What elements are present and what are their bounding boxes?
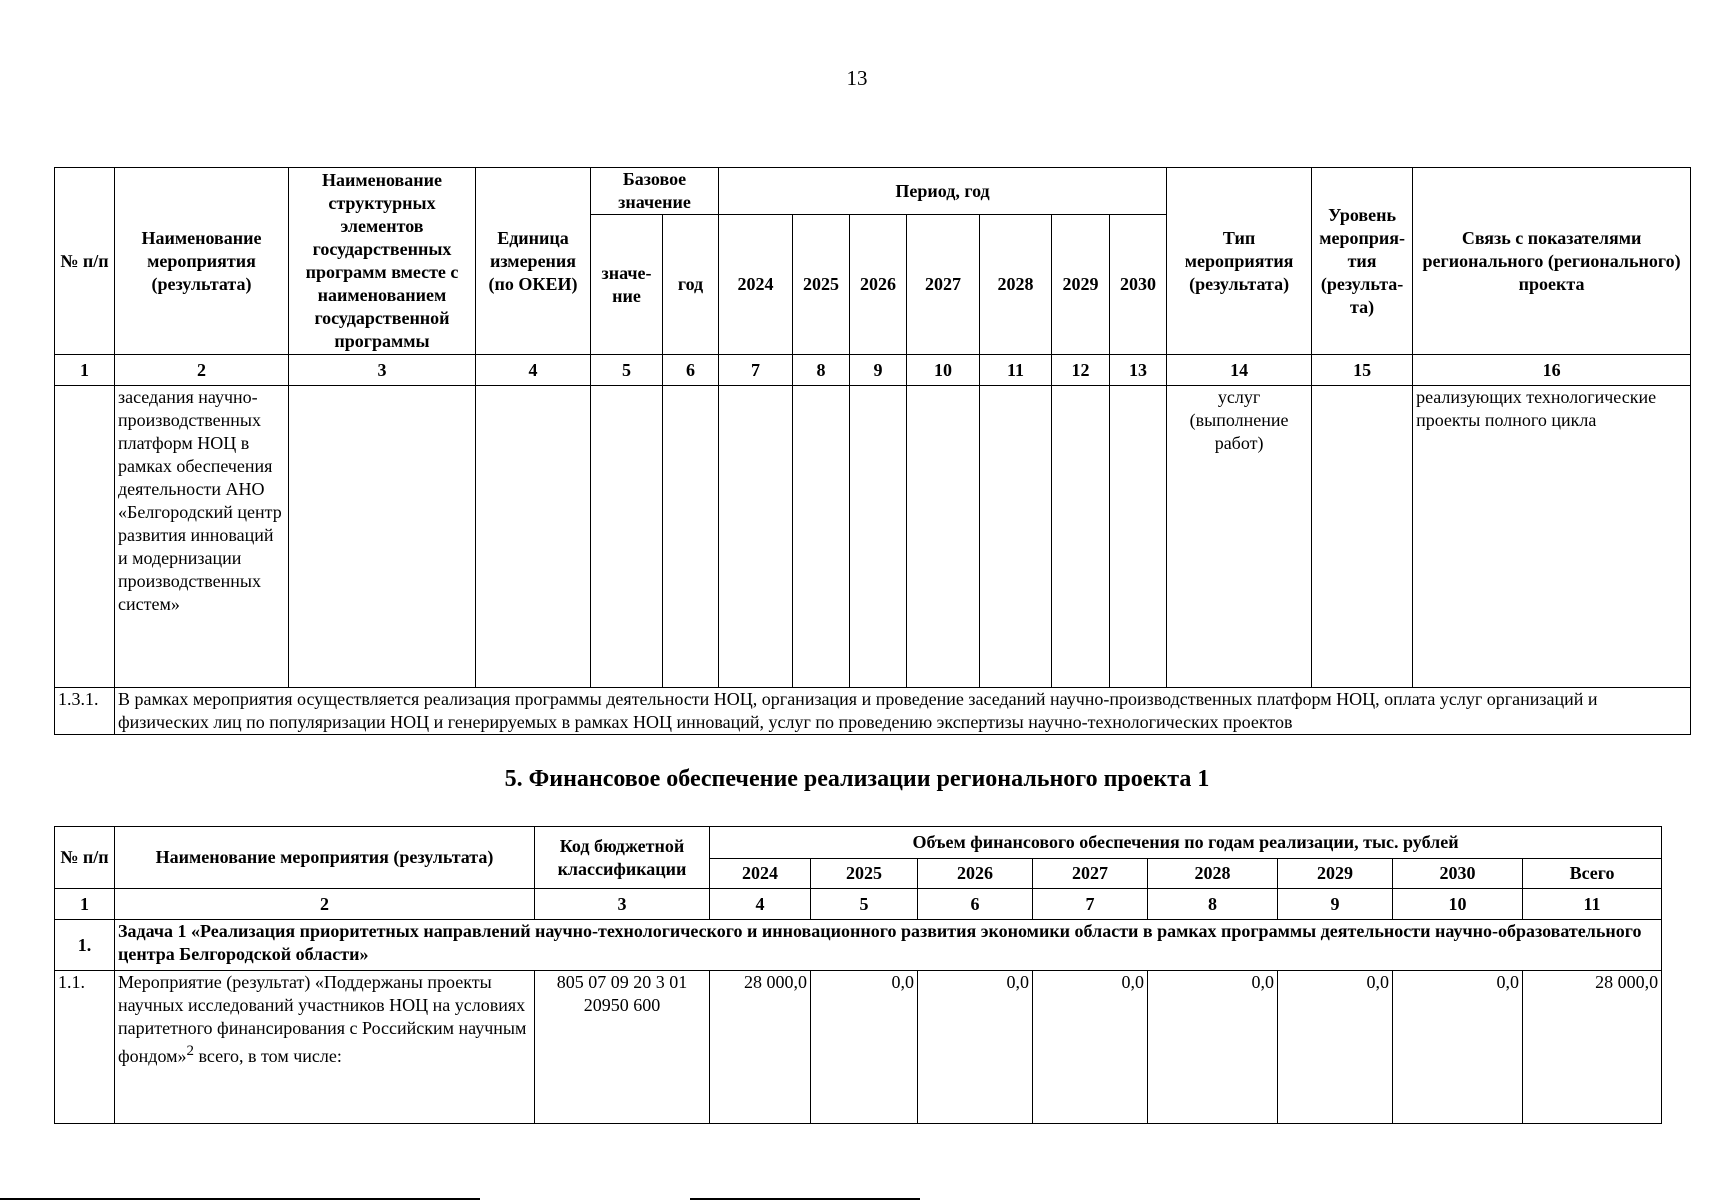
fin-header-year: 2029 [1278,859,1393,889]
col-number: 2 [115,889,535,920]
header-period: Период, год [719,168,1167,215]
col-number: 2 [115,355,289,386]
col-number: 5 [591,355,663,386]
col-number: 11 [1523,889,1662,920]
col-number: 10 [907,355,980,386]
col-number: 9 [850,355,907,386]
row-name-tail: всего, в том числе: [194,1046,342,1066]
header-year: 2028 [980,215,1052,355]
section-title: 5. Финансовое обеспечение реализации регионального проекта 1 [504,766,1210,792]
fin-header-total: Всего [1523,859,1662,889]
activity-name: заседания научно-производственных платформ НОЦ в рамках обеспечения деятельности АНО «Белгородский центр развития инноваций и модернизации производственных систем» [115,386,289,688]
header-base-year: год [663,215,719,355]
fin-header-year: 2027 [1033,859,1148,889]
header-base-value: значе-ние [591,215,663,355]
col-number: 7 [719,355,793,386]
col-number: 8 [1148,889,1278,920]
header-link: Связь с показателями регионального (регионального) проекта [1413,168,1691,355]
header-year: 2027 [907,215,980,355]
activities-table [54,167,1691,735]
column-numbers-row [55,355,1691,386]
col-number: 4 [476,355,591,386]
fin-header-year: 2028 [1148,859,1278,889]
activity-type: услуг (выполнение работ) [1167,386,1312,688]
value-cell: 28 000,0 [710,971,811,1124]
header-level: Уровень мероприя-тия (результа-та) [1312,168,1413,355]
task-row [55,920,1662,971]
table-row [55,971,1662,1124]
col-number: 1 [55,889,115,920]
col-number: 3 [289,355,476,386]
fin-header-year: 2026 [918,859,1033,889]
footnote-mark: 2 [186,1043,195,1059]
header-year: 2030 [1110,215,1167,355]
total-cell: 28 000,0 [1523,971,1662,1124]
col-number: 5 [811,889,918,920]
budget-code: 805 07 09 20 3 01 20950 600 [535,971,710,1124]
header-type: Тип мероприятия (результата) [1167,168,1312,355]
col-number: 6 [918,889,1033,920]
col-number: 11 [980,355,1052,386]
col-number: 14 [1167,355,1312,386]
page-number: 13 [846,66,868,90]
header-year: 2026 [850,215,907,355]
header-year: 2029 [1052,215,1110,355]
fin-header-year: 2030 [1393,859,1523,889]
fin-header-code: Код бюджетной классификации [535,827,710,889]
row-name: Мероприятие (результат) «Поддержаны проекты научных исследований участников НОЦ на условиях паритетного финансирования с Российским научным фондом» [118,972,527,1066]
col-number: 13 [1110,355,1167,386]
col-number: 3 [535,889,710,920]
activity-link: реализующих технологические проекты полного цикла [1413,386,1691,688]
row-num: 1.1. [55,971,115,1124]
header-base: Базовое значение [591,168,719,215]
header-struct: Наименование структурных элементов государственных программ вместе с наименованием государственной программы [289,168,476,355]
fin-header-year: 2025 [811,859,918,889]
col-number: 15 [1312,355,1413,386]
value-cell: 0,0 [1033,971,1148,1124]
task-text: Задача 1 «Реализация приоритетных направлений научно-технологического и инновационного развития экономики области в рамках программы деятельности научно-образовательного центра Белгородской области» [115,920,1662,971]
note-row [55,688,1691,735]
row-name-cell [115,971,535,1124]
col-number: 8 [793,355,850,386]
fin-header-volume: Объем финансового обеспечения по годам реализации, тыс. рублей [710,827,1662,859]
col-number: 4 [710,889,811,920]
task-num: 1. [55,920,115,971]
value-cell: 0,0 [918,971,1033,1124]
fin-column-numbers-row [55,889,1662,920]
fin-header-num: № п/п [55,827,115,889]
note-text: В рамках мероприятия осуществляется реализация программы деятельности НОЦ, организация и проведение заседаний научно-производственных платформ НОЦ, оплата услуг организаций и физических лиц по популяризации НОЦ и генерируемых в рамках НОЦ инноваций, услуг по проведению экспертизы научно-технологических проектов [115,688,1691,735]
col-number: 12 [1052,355,1110,386]
header-year: 2024 [719,215,793,355]
col-number: 9 [1278,889,1393,920]
value-cell: 0,0 [1148,971,1278,1124]
value-cell: 0,0 [811,971,918,1124]
col-number: 16 [1413,355,1691,386]
col-number: 7 [1033,889,1148,920]
header-year: 2025 [793,215,850,355]
finance-table [54,826,1662,1124]
value-cell: 0,0 [1278,971,1393,1124]
table-row [55,386,1691,688]
header-unit: Единица измерения (по ОКЕИ) [476,168,591,355]
note-num: 1.3.1. [55,688,115,735]
header-name: Наименование мероприятия (результата) [115,168,289,355]
fin-header-year: 2024 [710,859,811,889]
col-number: 10 [1393,889,1523,920]
col-number: 1 [55,355,115,386]
col-number: 6 [663,355,719,386]
header-num: № п/п [55,168,115,355]
value-cell: 0,0 [1393,971,1523,1124]
fin-header-name: Наименование мероприятия (результата) [115,827,535,889]
